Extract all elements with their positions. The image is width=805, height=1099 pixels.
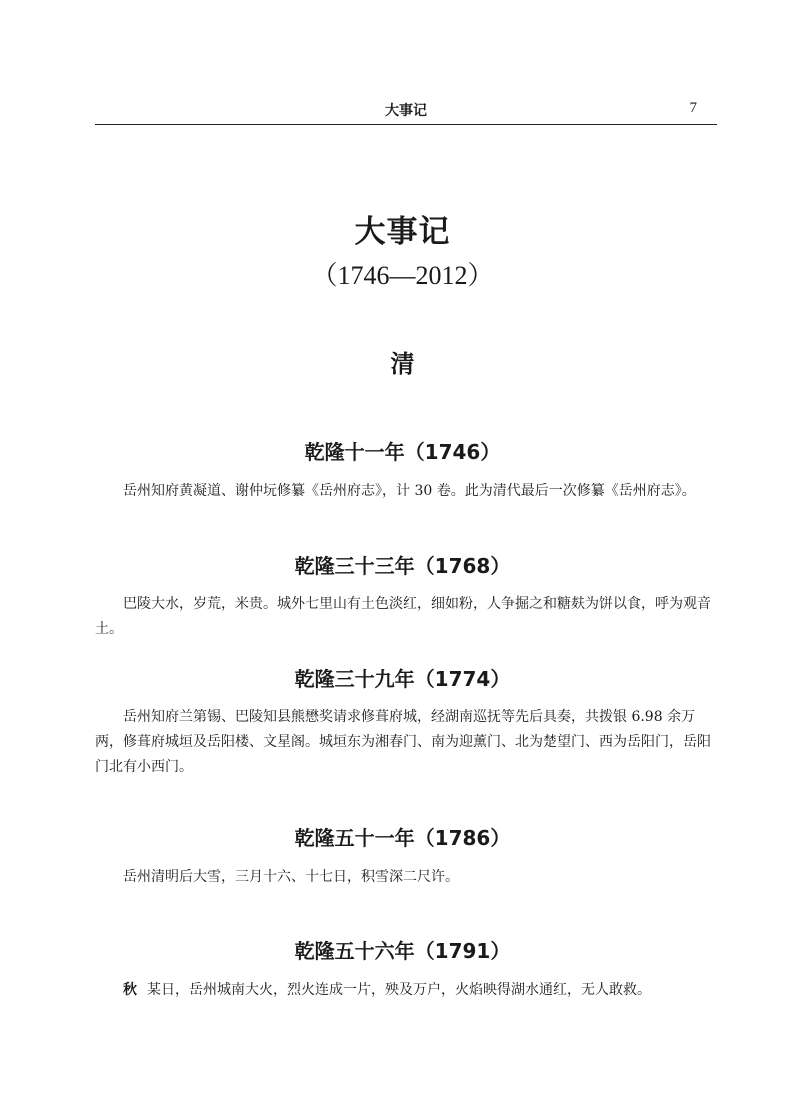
chapter-year-range: （1746—2012）	[311, 261, 494, 290]
entry-1791	[95, 978, 720, 1003]
year-heading-1791: 乾隆五十六年（1791）	[294, 939, 511, 963]
year-heading-1768: 乾隆三十三年（1768）	[294, 554, 511, 578]
page-number: 7	[689, 100, 697, 116]
year-heading-1774: 乾隆三十九年（1774）	[294, 667, 511, 691]
entry-1768: 巴陵大水，岁荒，米贵。城外七里山有土色淡红，细如粉，人争掘之和糖麸为饼以食，呼为观音土。	[95, 596, 711, 637]
entry-1746: 岳州知府黄凝道、谢仲坃修纂《岳州府志》，计 30 卷。此为清代最后一次修纂《岳州府志》。	[123, 483, 696, 499]
running-header	[95, 98, 717, 125]
year-heading-1786: 乾隆五十一年（1786）	[294, 826, 511, 850]
running-title: 大事记	[385, 103, 427, 119]
dynasty-heading: 清	[390, 350, 415, 378]
chapter-title: 大事记	[354, 214, 451, 250]
entry-1786: 岳州清明后大雪，三月十六、十七日，积雪深二尺许。	[123, 869, 459, 885]
entry-1791-text: 某日，岳州城南大火，烈火连成一片，殃及万户，火焰映得湖水通红，无人敢救。	[147, 982, 651, 998]
entry-1774: 岳州知府兰第锡、巴陵知县熊懋奖请求修葺府城，经湖南巡抚等先后具奏，共拨银 6.98 余万两，修葺府城垣及岳阳楼、文星阁。城垣东为湘春门、南为迎薰门、北为楚望门、西为岳阳门，岳阳门北有小西门。	[95, 709, 711, 775]
year-heading-1746: 乾隆十一年（1746）	[304, 440, 501, 464]
season-label: 秋	[123, 982, 137, 998]
